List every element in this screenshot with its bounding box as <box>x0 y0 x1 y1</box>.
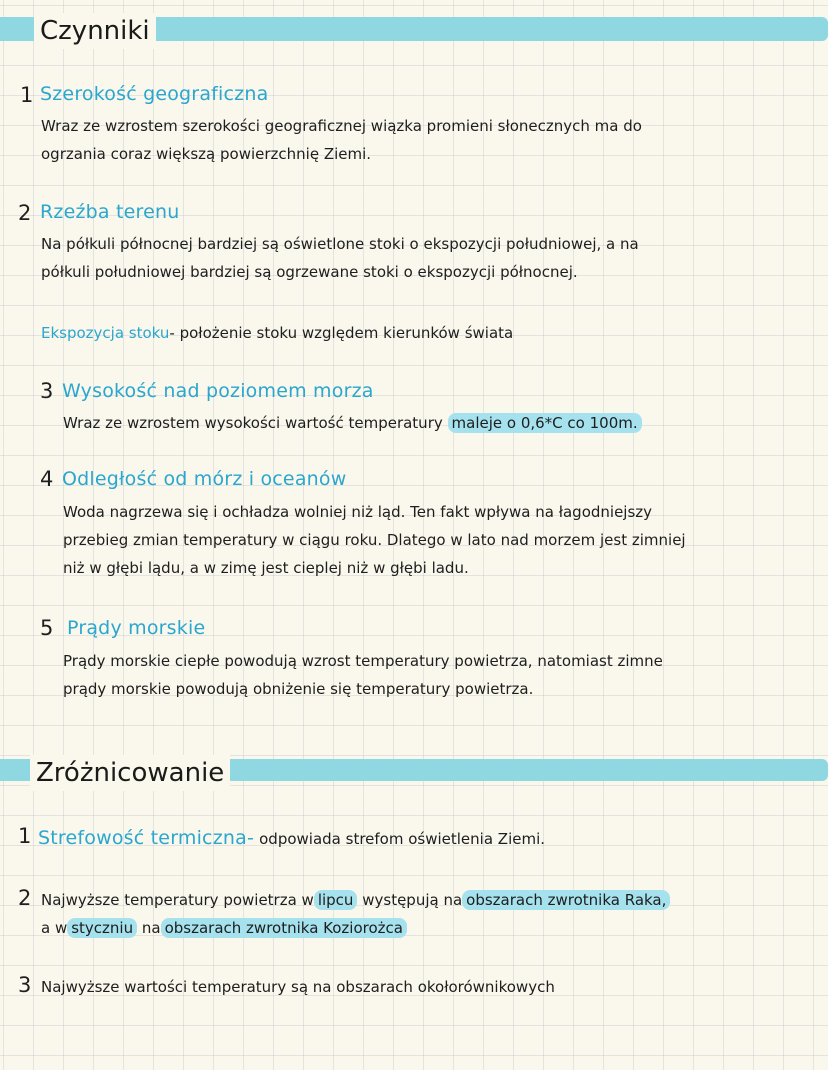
text-part: a w <box>41 919 68 937</box>
highlight: maleje o 0,6*C co 100m. <box>448 413 642 433</box>
item-text <box>41 886 670 914</box>
text-part: na <box>141 919 161 937</box>
item-number: 3 <box>18 973 32 997</box>
text-line: Prądy morskie ciepłe powodują wzrost temperatury powietrza, natomiast zimne <box>63 652 663 670</box>
item-text: odpowiada strefom oświetlenia Ziemi. <box>259 830 546 848</box>
item-number: 2 <box>18 201 32 225</box>
text-line: ogrzania coraz większą powierzchnię Ziemi. <box>41 145 372 163</box>
highlight: obszarach zwrotnika Raka, <box>462 890 670 910</box>
definition-term: Ekspozycja stoku <box>41 324 170 342</box>
text-part: występują na <box>362 891 463 909</box>
text-line: Na półkuli północnej bardziej są oświetlone stoki o ekspozycji południowej, a na <box>41 235 639 253</box>
item-number: 4 <box>40 467 54 491</box>
text-line: niż w głębi lądu, a w zimę jest cieplej niż w głębi ladu. <box>63 559 469 577</box>
item-number: 1 <box>18 824 32 848</box>
item-text <box>41 230 639 286</box>
item-line <box>38 825 545 853</box>
text-line: półkuli południowej bardziej są ogrzewane stoki o ekspozycji północnej. <box>41 263 578 281</box>
item-text <box>63 498 686 582</box>
item-number: 1 <box>20 83 34 107</box>
item-heading: Strefowość termiczna- <box>38 827 255 849</box>
item-number: 5 <box>40 616 54 640</box>
text-part: Najwyższe temperatury powietrza w <box>41 891 314 909</box>
item-text <box>63 647 663 703</box>
highlight: obszarach zwrotnika Koziorożca <box>161 918 407 938</box>
text-line: Wraz ze wzrostem wysokości wartość temperatury <box>63 414 443 432</box>
text-line: Woda nagrzewa się i ochładza wolniej niż ląd. Ten fakt wpływa na łagodniejszy <box>63 503 653 521</box>
item-heading: Odległość od mórz i oceanów <box>62 468 347 490</box>
item-text <box>63 409 642 437</box>
highlight: lipcu <box>314 890 358 910</box>
definition-text: - położenie stoku względem kierunków świata <box>169 324 514 342</box>
text-line: przebieg zmian temperatury w ciągu roku. Dlatego w lato nad morzem jest zimniej <box>63 531 686 549</box>
section-title: Zróżnicowanie <box>30 755 230 791</box>
item-text <box>41 112 642 168</box>
text-line: Wraz ze wzrostem szerokości geograficznej wiązka promieni słonecznych ma do <box>41 117 642 135</box>
item-number: 2 <box>18 886 32 910</box>
item-text <box>41 914 407 942</box>
item-heading: Prądy morskie <box>67 617 206 639</box>
highlight: styczniu <box>67 918 137 938</box>
item-heading: Rzeźba terenu <box>40 201 180 223</box>
section-title: Czynniki <box>34 13 156 49</box>
text-line: prądy morskie powodują obniżenie się temperatury powietrza. <box>63 680 534 698</box>
item-heading: Szerokość geograficzna <box>40 83 269 105</box>
item-heading: Wysokość nad poziomem morza <box>62 380 374 402</box>
item-number: 3 <box>40 379 54 403</box>
item-text: Najwyższe wartości temperatury są na obszarach okołorównikowych <box>41 978 555 996</box>
definition <box>41 319 513 347</box>
